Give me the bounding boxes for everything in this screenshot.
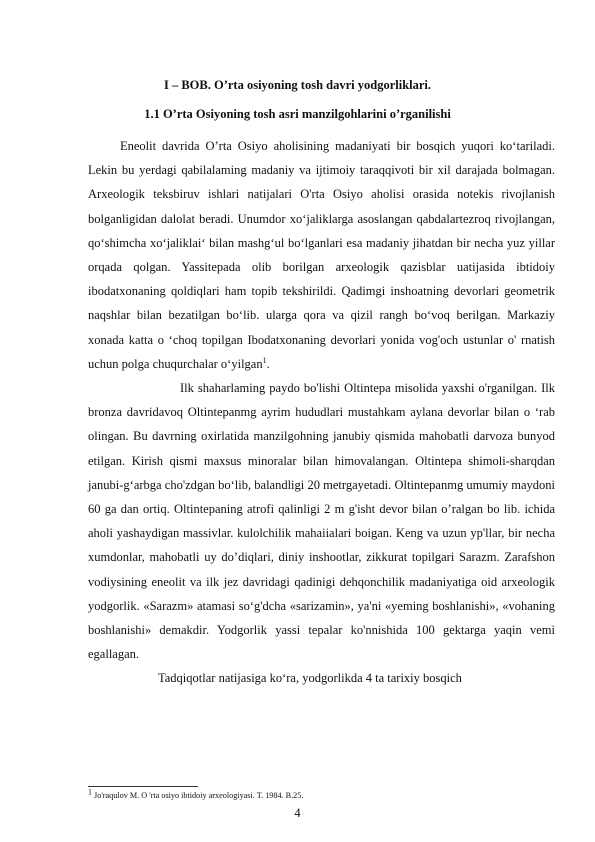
footnote-mark: 1 [88, 787, 92, 797]
footnote [88, 787, 304, 800]
body-text [88, 134, 555, 691]
paragraph-tadqiqotlar: Tadqiqotlar natijasiga ko‘ra, yodgorlikda 4 ta tarixiy bosqich [158, 671, 462, 686]
footnote-text: Jo'raqulov M. O 'rta osiyo ibtidoiy arxeologiyasi. T. 1984. B.25. [92, 791, 304, 800]
paragraph-eneolit: Eneolit davrida O’rta Osiyo aholisining madaniyati bir bosqich yuqori ko‘tariladi. Lekin bu yerdagi qabilalaming madaniy va ijtimoiy taraqqivoti bir xil darajada bolmagan. Arxeologik teksbiruv ishlari natijalari O'rta Osiyo aholisi orasida notekis rivojlanish bolganligidan dalolat beradi. Unumdor xo‘jaliklarga asoslangan qabdalartezroq rivojlangan, qo‘shimcha xo‘jaliklai‘ bilan mashg‘ul bo‘lganlari esa madaniy jihatdan bir necha yuz yillar orqada qolgan. Yassitepada olib borilgan arxeologik qazisblar uatijasida ibtidoiy ibodatxonaning qoldiqlari ham topib tekshirildi. Qadimgi inshoatning devorlari geometrik naqshlar bilan bezatilgan bo‘lib. ularga qora va qizil rangh bo‘voq berilgan. Markaziy xonada katta o ‘choq topilgan Ibodatxonaning devorlari yonida vog'och ustunlar o' rnatish uchun polga chuqurchalar o‘yilgan$^1$. [88, 139, 555, 371]
footnote-divider [88, 786, 198, 787]
section-heading: 1.1 O’rta Osiyoning tosh asri manzilgohlarini o’rganilishi [144, 107, 451, 121]
paragraph-oltintepa: Ilk shaharlaming paydo bo'lishi Oltintepa misolida yaxshi o'rganilgan. Ilk bronza davridavoq Oltintepanmg ayrim hududlari mustahkam aylana devorlar bilan o ‘rab olingan. Bu davrning oxirlatida manzilgohning janubiy qismida mahobatli darvoza bunyod etilgan. Kirish qismi maxsus minoralar bilan himovalangan. Oltintepa shimoli-sharqdan janubi-g‘arbga cho'zdgan bo‘lib, balandligi 20 metrgayetadi. Oltintepanmg umumiy maydoni 60 ga dan ortiq. Oltintepaning atrofi qalinligi 2 m g'isht devor bilan o’ralgan bo lib. ichida aholi yashaydigan massivlar. kulolchilik mahaiialari boigan. Keng va uzun yp'llar, bir necha xumdonlar, mahobatli uy do’diqlari, diniy inshootlar, zikkurat topilgari Sarazm. Zarafshon vodiysining eneolit va ilk jez davridagi qadinigi dehqonchilik madaniyatiga oid arxeologik yodgorlik. «Sarazm» atamasi so‘g'dcha «sarizamin», ya'ni «yeming boshlanishi», «vohaning boshlanishi» demakdir. Yodgorlik yassi tepalar ko'nnishida 100 gektarga yaqin vemi egallagan. [88, 381, 555, 662]
chapter-heading: I – BOB. O’rta osiyoning tosh davri yodgorliklari. [163, 78, 432, 92]
page-number: 4 [294, 806, 301, 820]
paragraph-eneolit-text: Eneolit davrida O’rta Osiyo aholisining madaniyati bir bosqich yuqori ko‘tariladi. Lekin bu yerdagi qabilalaming madaniy va ijtimoiy taraqqivoti bir xil darajada bolmagan. Arxeologik teksbiruv ishlari natijalari O'rta Osiyo aholisi orasida notekis rivojlanish bolganligidan dalolat beradi. Unumdor xo‘jaliklarga asoslangan qabdalartezroq rivojlangan, qo‘shimcha xo‘jaliklai‘ bilan mashg‘ul bo‘lganlari esa madaniy jihatdan bir necha yuz yillar orqada qolgan. Yassitepada olib borilgan arxeologik qazisblar uatijasida ibtidoiy ibodatxonaning qoldiqlari ham topib tekshirildi. Qadimgi inshoatning devorlari geometrik naqshlar bilan bezatilgan bo‘lib. ularga qora va qizil rangh bo‘voq berilgan. Markaziy xonada katta o ‘choq topilgan Ibodatxonaning devorlari yonida vog'och ustunlar o' rnatish uchun polga chuqurchalar o‘yilgan [88, 139, 555, 371]
footnote-reference: 1 [262, 355, 267, 365]
